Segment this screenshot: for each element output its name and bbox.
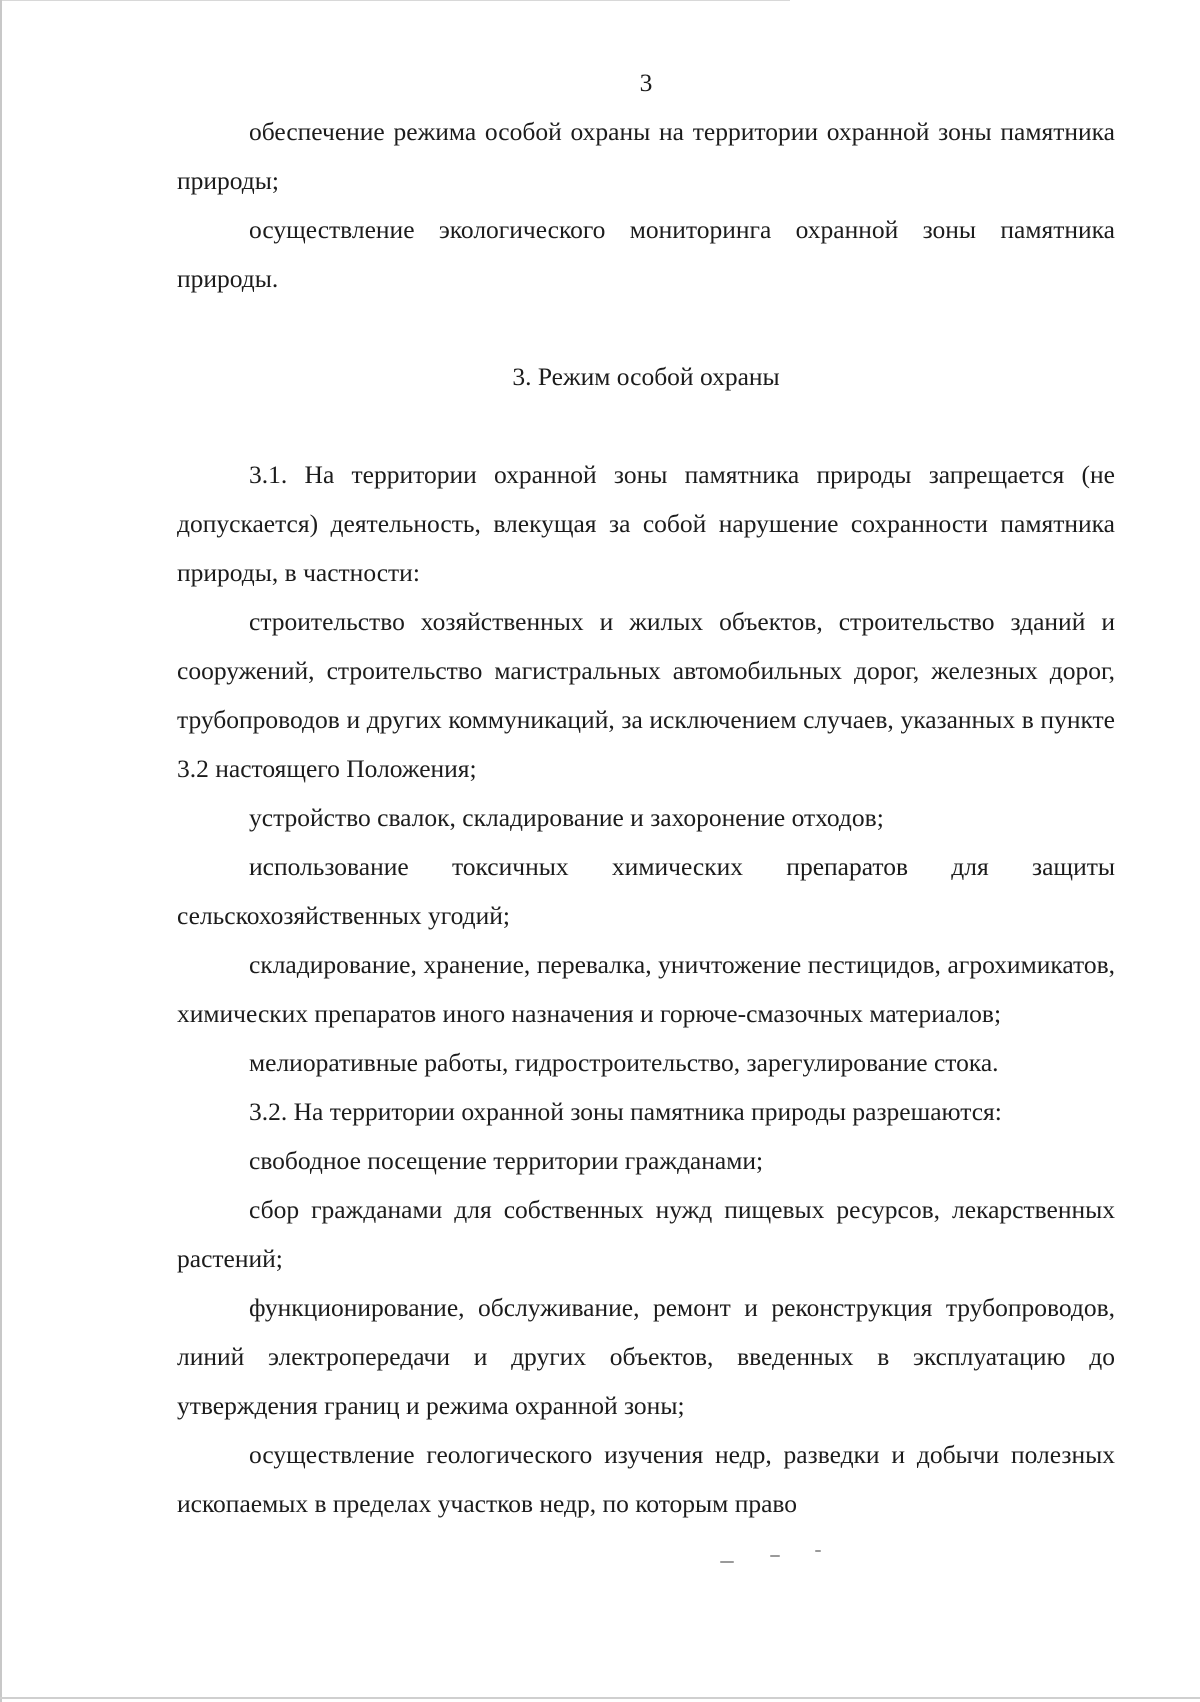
- scan-mark: [720, 1561, 734, 1563]
- scan-left-edge: [0, 0, 2, 1702]
- paragraph-protection-regime: обеспечение режима особой охраны на территории охранной зоны памятника природы;: [177, 117, 1115, 195]
- list-item-maintenance: функционирование, обслуживание, ремонт и реконструкция трубопроводов, линий электропередачи и других объектов, введенных в эксплуатацию до утверждения границ и режима охранной зоны;: [177, 1293, 1115, 1420]
- list-item-toxic-chemicals: использование токсичных химических препаратов для защиты сельскохозяйственных угодий;: [177, 852, 1115, 930]
- paragraph-3-1: 3.1. На территории охранной зоны памятника природы запрещается (не допускается) деятельность, влекущая за собой нарушение сохранности памятника природы, в частности:: [177, 460, 1115, 587]
- scan-bottom-edge: [0, 1697, 1200, 1699]
- list-item-gathering: сбор гражданами для собственных нужд пищевых ресурсов, лекарственных растений;: [177, 1195, 1115, 1273]
- scan-mark: [815, 1550, 821, 1552]
- list-item-visits: свободное посещение территории гражданами;: [249, 1146, 764, 1175]
- paragraph-monitoring: осуществление экологического мониторинга охранной зоны памятника природы.: [177, 215, 1115, 293]
- document-body: [177, 58, 1115, 1528]
- list-item-melioration: мелиоративные работы, гидростроительство, зарегулирование стока.: [249, 1048, 999, 1077]
- scan-mark: [770, 1555, 780, 1557]
- page-number: 3: [639, 68, 653, 97]
- list-item-construction: строительство хозяйственных и жилых объектов, строительство зданий и сооружений, строительство магистральных автомобильных дорог, железных дорог, трубопроводов и других коммуникаций, за исключением случаев, указанных в пункте 3.2 настоящего Положения;: [177, 607, 1115, 783]
- list-item-dumps: устройство свалок, складирование и захоронение отходов;: [249, 803, 884, 832]
- paragraph-3-2: 3.2. На территории охранной зоны памятника природы разрешаются:: [249, 1097, 1002, 1126]
- list-item-pesticides: складирование, хранение, перевалка, уничтожение пестицидов, агрохимикатов, химических препаратов иного назначения и горюче-смазочных материалов;: [177, 950, 1115, 1028]
- section-heading: 3. Режим особой охраны: [512, 362, 780, 391]
- list-item-geology: осуществление геологического изучения недр, разведки и добычи полезных ископаемых в пределах участков недр, по которым право: [177, 1440, 1115, 1518]
- scan-top-edge: [0, 0, 790, 1]
